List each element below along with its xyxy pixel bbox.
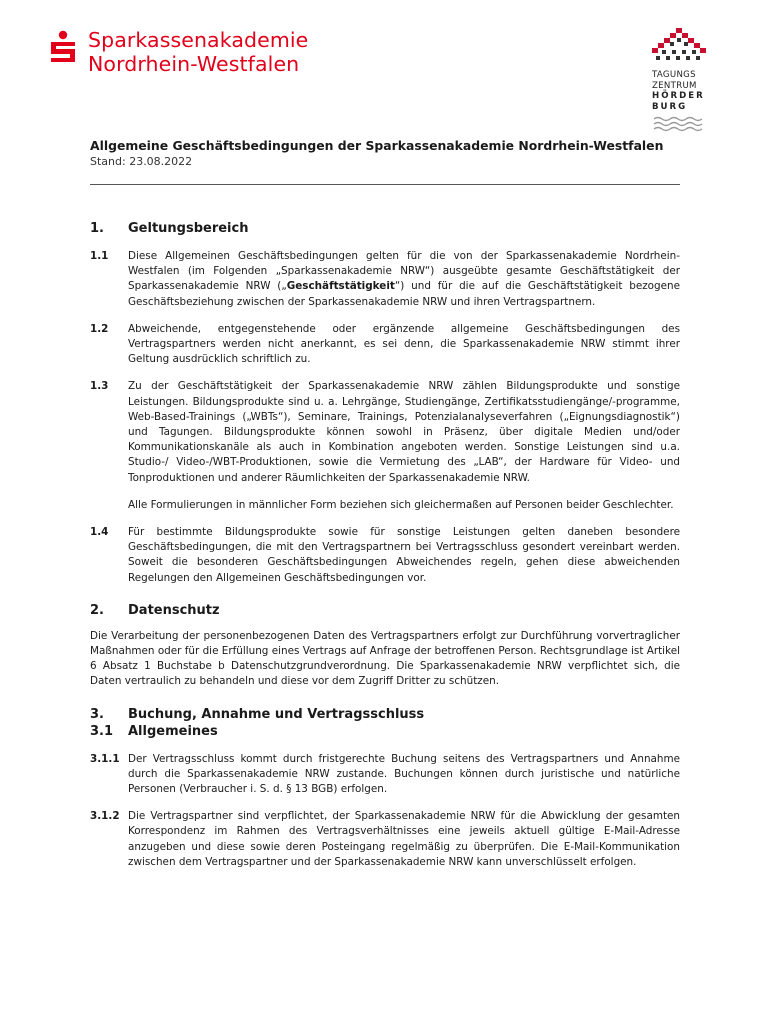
section-title: Geltungsbereich [128,221,249,236]
paragraph-text: Der Vertragsschluss kommt durch fristgerechte Buchung seitens des Vertragspartners und Annahme durch die Sparkassenakademie NRW zustande. Buchungen können durch juristische und natürliche Personen (Verbraucher i. S. d. § 13 BGB) erfolgen. [128,752,680,796]
paragraph-2: Die Verarbeitung der personenbezogenen Daten des Vertragspartners erfolgt zur Durchführung vorvertraglicher Maßnahmen oder für die Erfüllung eines Vertrags auf Anfrage der betroffenen Person. Rechtsgrundlage ist Artikel 6 Absatz 1 Buchstabe b Datenschutzgrundverordnung. Die Sparkassenakademie NRW verpflichtet sich, die Daten vertraulich zu behandeln und diese vor dem Zugriff Dritter zu schützen. [90,629,680,688]
tz-line-2: ZENTRUM [652,80,697,91]
paragraph-1-3-note: Alle Formulierungen in männlicher Form beziehen sich gleichermaßen auf Personen beider Geschlechter. [128,498,674,511]
section-title: Buchung, Annahme und Vertragsschluss [128,706,425,722]
paragraph-number: 3.1.2 [90,810,120,823]
section-3-heading [90,706,680,723]
castle-icon [652,28,706,62]
section-number: 3. [90,706,104,722]
paragraph-number: 3.1.1 [90,752,120,765]
sparkasse-logo [48,28,308,76]
water-waves-icon [652,116,706,132]
paragraph-text: Abweichende, entgegenstehende oder ergänzende allgemeine Geschäftsbedingungen des Vertragspartners werden nicht anerkannt, es sei denn, die Sparkassenakademie NRW stimmt ihrer Geltung ausdrücklich schriftlich zu. [128,322,680,366]
document-date: Stand: 23.08.2022 [90,155,193,168]
document-header [90,138,680,169]
section-title: Datenschutz [128,602,220,618]
paragraph-number: 1.4 [90,526,109,539]
brand-name [88,28,308,76]
section-number: 2. [90,602,104,618]
tz-line-3: HÖRDER [652,91,705,101]
paragraph-1-2 [90,322,680,368]
paragraph-3-1-1 [90,752,680,798]
section-number: 3.1 [90,723,114,739]
paragraph-text: Die Vertragspartner sind verpflichtet, der Sparkassenakademie NRW für die Abwicklung der gesamten Korrespondenz im Rahmen des Vertragsverhältnisses eine jeweils aktuell gültige E-Mail-Adresse anzugeben und diese sowie deren Posteingang regelmäßig zu überprüfen. Die E-Mail-Kommunikation zwischen dem Vertragspartner und der Sparkassenakademie NRW kann unverschlüsselt erfolgen. [128,810,680,868]
document-body [90,220,680,870]
section-3-1-heading [90,723,680,740]
tagungszentrum-logo [652,28,714,136]
paragraph-3-1-2 [90,809,680,870]
section-1-heading [90,220,680,237]
paragraph-text: Für bestimmte Bildungsprodukte sowie für sonstige Leistungen gelten daneben besondere Geschäftsbedingungen, die mit den Vertragspartnern bei Vertragsschluss gesondert vereinbart werden. Soweit die besonderen Geschäftsbedingungen Abweichendes regeln, gehen diese abweichenden Regelungen den Allgemeinen Geschäftsbedingungen vor. [128,526,680,584]
brand-line-2: Nordrhein-Westfalen [88,52,300,76]
section-number: 1. [90,221,104,236]
brand-line-1: Sparkassenakademie [88,28,309,52]
section-2-heading [90,602,680,619]
tagungszentrum-text [652,70,714,112]
paragraph-1-3 [90,379,680,485]
document-title: Allgemeine Geschäftsbedingungen der Sparkassenakademie Nordrhein-Westfalen [90,138,664,153]
paragraph-1-4 [90,525,680,586]
sparkasse-s-icon [48,30,78,66]
header-divider [90,184,680,185]
section-title: Allgemeines [128,723,218,739]
paragraph-number: 1.1 [90,250,109,262]
paragraph-number: 1.3 [90,380,109,393]
paragraph-text: Diese Allgemeinen Geschäftsbedingungen gelten für die von der Sparkassenakademie Nordrhein-Westfalen (im Folgenden „Sparkassenakademie NRW“) ausgeübte gesamte Geschäftstätigkeit der Sparkassenakademie NRW („Geschäftstätigkeit“) und für die auf die Geschäftstätigkeit bezogene Geschäftsbeziehung zwischen der Sparkassenakademie NRW und ihren Vertragspartnern. [128,250,680,308]
paragraph-1-1 [90,249,680,310]
paragraph-text: Zu der Geschäftstätigkeit der Sparkassenakademie NRW zählen Bildungsprodukte und sonstige Leistungen. Bildungsprodukte sind u. a. Lehrgänge, Studiengänge, Zertifikatsstudiengänge/-programme, Web-Based-Trainings („WBTs“), Seminare, Trainings, Potenzialanalyseverfahren („Eignungsdiagnostik“) und Tagungen. Bildungsprodukte können sowohl in Präsenz, über digitale Medien und/oder Kommunikationskanäle als auch in Kombination angeboten werden. Sonstige Leistungen sind u.a. Studio-/ Video-/WBT-Produktionen, sowie die Vermietung des „LAB“, der Hardware für Video- und Tonproduktionen und anderer Räumlichkeiten der Sparkassenakademie NRW. [128,380,680,484]
tz-line-1: TAGUNGS [652,70,696,80]
paragraph-number: 1.2 [90,322,109,335]
tz-line-4: BURG [652,101,688,112]
